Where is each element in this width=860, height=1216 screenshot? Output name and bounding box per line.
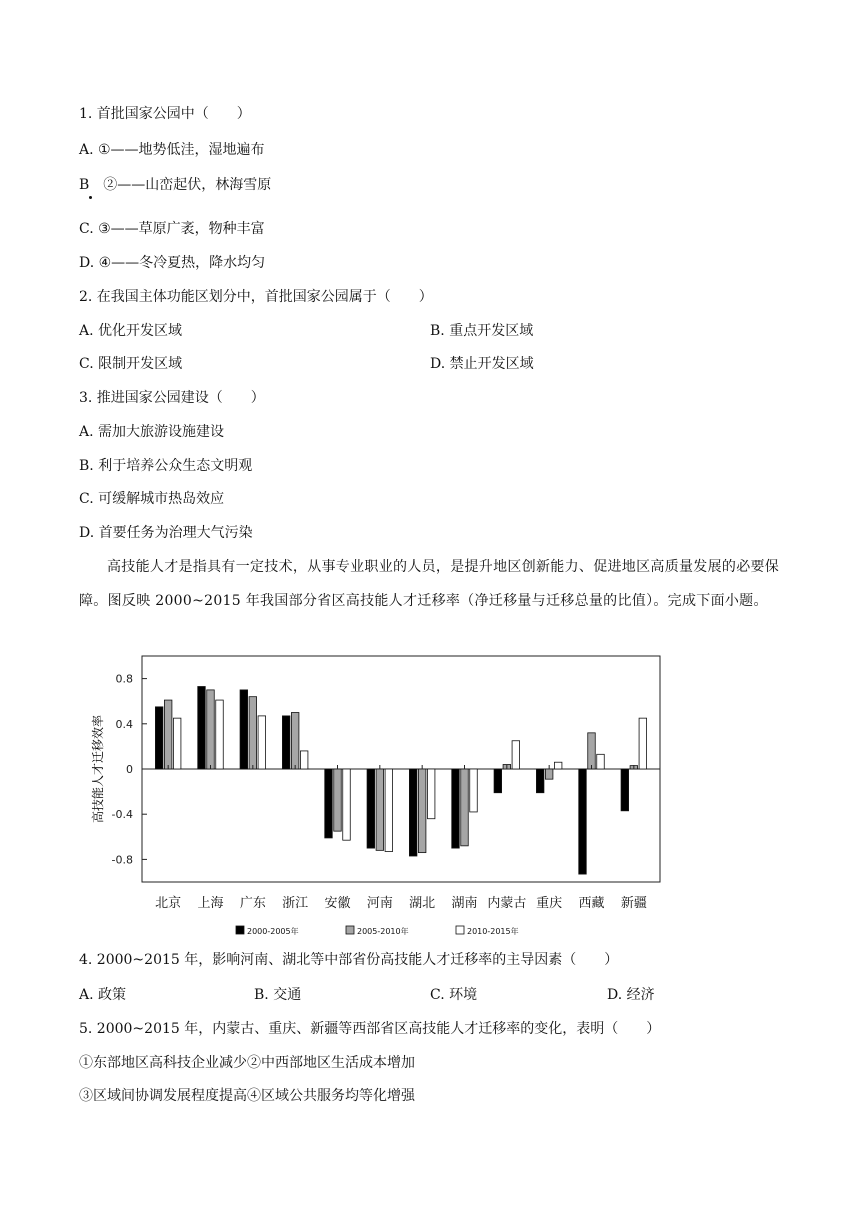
y-tick-label: 0 bbox=[126, 763, 133, 776]
bar bbox=[621, 769, 629, 811]
migration-bar-chart bbox=[88, 650, 668, 940]
bar bbox=[367, 769, 375, 848]
bar bbox=[282, 716, 290, 769]
x-labels bbox=[155, 765, 647, 911]
x-tick-label: 内蒙古 bbox=[487, 896, 527, 911]
question-2-option-b: B. 重点开发区域 bbox=[430, 323, 534, 339]
migration-chart bbox=[88, 650, 668, 940]
y-tick-label: -0.4 bbox=[111, 808, 133, 822]
question-1-option-a: A. ①——地势低洼，湿地遍布 bbox=[79, 142, 265, 158]
bar bbox=[173, 718, 181, 769]
bar bbox=[325, 769, 333, 838]
question-2-option-c: C. 限制开发区域 bbox=[79, 356, 183, 372]
question-4-option-c: C. 环境 bbox=[430, 987, 478, 1003]
question-1-option-c: C. ③——草原广袤，物种丰富 bbox=[79, 221, 265, 237]
passage: 高技能人才是指具有一定技术，从事专业职业的人员，是提升地区创新能力、促进地区高质量发展的必要保障。图反映 2000~2015 年我国部分省区高技能人才迁移率（净迁移量与迁移总量的比值）。完成下面小题。 bbox=[79, 559, 780, 609]
bar bbox=[494, 769, 502, 793]
bar bbox=[385, 769, 393, 851]
x-tick-label: 河南 bbox=[366, 896, 393, 911]
bar bbox=[470, 769, 478, 812]
bar bbox=[427, 769, 435, 819]
question-3-option-d: D. 首要任务为治理大气污染 bbox=[79, 525, 253, 541]
bar bbox=[258, 716, 266, 769]
question-1-option-d: D. ④——冬冷夏热，降水均匀 bbox=[79, 255, 266, 271]
question-2-option-a: A. 优化开发区域 bbox=[79, 323, 183, 339]
bar bbox=[597, 754, 605, 769]
question-3-option-b: B. 利于培养公众生态文明观 bbox=[79, 458, 253, 474]
y-tick-label: 0.4 bbox=[115, 717, 133, 731]
question-5: 5. 2000~2015 年，内蒙古、重庆、新疆等西部省区高技能人才迁移率的变化，表明（ ） bbox=[79, 1021, 661, 1037]
legend-swatch bbox=[236, 926, 244, 934]
bar bbox=[409, 769, 417, 856]
x-tick-label: 湖南 bbox=[451, 896, 478, 911]
bar bbox=[300, 751, 308, 769]
bar bbox=[461, 769, 469, 846]
x-tick-label: 上海 bbox=[197, 896, 224, 911]
x-tick-label: 安徽 bbox=[324, 896, 351, 911]
y-axis-label: 高技能人才迁移效率 bbox=[91, 714, 105, 824]
bar bbox=[207, 690, 215, 769]
question-5-statements-1: ①东部地区高科技企业减少②中西部地区生活成本增加 bbox=[79, 1055, 415, 1071]
bar bbox=[418, 769, 426, 853]
bar bbox=[512, 741, 520, 769]
question-3-option-a: A. 需加大旅游设施建设 bbox=[79, 424, 225, 440]
bar bbox=[164, 700, 172, 769]
legend bbox=[236, 926, 519, 936]
bar bbox=[639, 718, 647, 769]
question-4-option-b: B. 交通 bbox=[254, 987, 302, 1003]
x-tick-label: 重庆 bbox=[536, 896, 563, 911]
legend-label: 2010-2015年 bbox=[467, 927, 519, 936]
legend-label: 2000-2005年 bbox=[247, 927, 299, 936]
question-1-option-b: B ②——山峦起伏，林海雪原 bbox=[79, 177, 272, 193]
option-b-dot bbox=[89, 196, 92, 199]
x-tick-label: 新疆 bbox=[620, 896, 647, 911]
y-tick-label: -0.8 bbox=[111, 853, 133, 867]
question-4: 4. 2000~2015 年，影响河南、湖北等中部省份高技能人才迁移率的主导因素（ ） bbox=[79, 952, 619, 968]
bar bbox=[249, 697, 256, 769]
x-tick-label: 湖北 bbox=[409, 896, 436, 911]
question-4-option-d: D. 经济 bbox=[607, 987, 655, 1003]
bar bbox=[376, 769, 384, 850]
bar bbox=[291, 713, 299, 770]
question-5-statements-2: ③区域间协调发展程度提高④区域公共服务均等化增强 bbox=[79, 1088, 415, 1104]
bar bbox=[452, 769, 460, 848]
bar bbox=[343, 769, 351, 840]
x-tick-label: 北京 bbox=[155, 896, 182, 911]
x-tick-label: 广东 bbox=[239, 896, 266, 911]
question-4-option-a: A. 政策 bbox=[79, 987, 127, 1003]
question-1: 1. 首批国家公园中（ ） bbox=[79, 106, 251, 122]
bar bbox=[545, 769, 553, 779]
question-2: 2. 在我国主体功能区划分中，首批国家公园属于（ ） bbox=[79, 289, 433, 305]
bar bbox=[334, 769, 342, 831]
bar bbox=[240, 690, 248, 769]
x-tick-label: 浙江 bbox=[282, 896, 309, 911]
bar bbox=[588, 733, 596, 769]
bar bbox=[579, 769, 587, 874]
question-2-option-d: D. 禁止开发区域 bbox=[430, 356, 534, 372]
bars bbox=[155, 687, 646, 875]
y-tick-label: 0.8 bbox=[115, 672, 133, 686]
legend-swatch bbox=[456, 926, 464, 934]
bar bbox=[198, 687, 206, 769]
x-tick-label: 西藏 bbox=[578, 896, 605, 911]
bar bbox=[536, 769, 544, 793]
bar bbox=[554, 762, 562, 769]
bar bbox=[155, 707, 163, 769]
question-3-option-c: C. 可缓解城市热岛效应 bbox=[79, 491, 225, 507]
bar bbox=[216, 700, 224, 769]
question-3: 3. 推进国家公园建设（ ） bbox=[79, 390, 265, 406]
legend-label: 2005-2010年 bbox=[357, 927, 409, 936]
legend-swatch bbox=[346, 926, 354, 934]
